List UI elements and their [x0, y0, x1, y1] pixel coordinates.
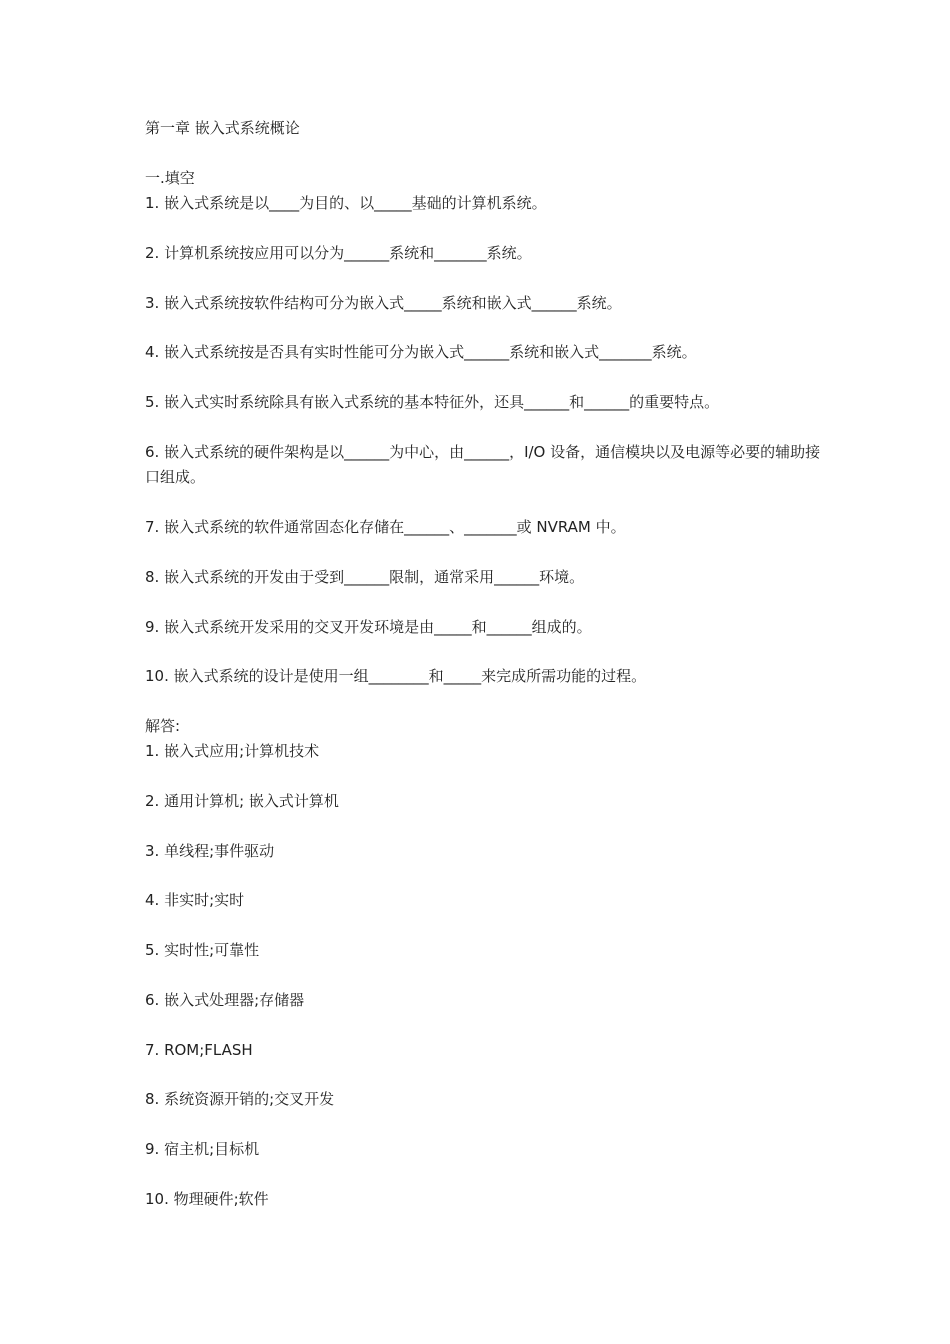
answer-item: 4. 非实时;实时: [145, 891, 245, 909]
answer-item: 7. ROM;FLASH: [145, 1041, 253, 1059]
question-item: 2. 计算机系统按应用可以分为______系统和_______系统。: [145, 244, 532, 262]
question-item: 10. 嵌入式系统的设计是使用一组________和_____来完成所需功能的过程。: [145, 667, 647, 685]
question-item: 1. 嵌入式系统是以____为目的、以_____基础的计算机系统。: [145, 194, 547, 212]
question-item: 4. 嵌入式系统按是否具有实时性能可分为嵌入式______系统和嵌入式_______系统。: [145, 343, 697, 361]
question-item: 3. 嵌入式系统按软件结构可分为嵌入式_____系统和嵌入式______系统。: [145, 294, 622, 312]
answer-item: 1. 嵌入式应用;计算机技术: [145, 742, 320, 760]
question-item: 6. 嵌入式系统的硬件架构是以______为中心，由______，I/O 设备，通信模块以及电源等必要的辅助接口组成。: [145, 443, 821, 486]
question-item: 9. 嵌入式系统开发采用的交叉开发环境是由_____和______组成的。: [145, 618, 592, 636]
question-item: 5. 嵌入式实时系统除具有嵌入式系统的基本特征外，还具______和______的重要特点。: [145, 393, 720, 411]
answer-item: 5. 实时性;可靠性: [145, 941, 260, 959]
section-heading-fill: 一.填空: [145, 169, 195, 187]
question-item: 7. 嵌入式系统的软件通常固态化存储在______、_______或 NVRAM 中。: [145, 518, 626, 536]
chapter-title: 第一章 嵌入式系统概论: [145, 119, 300, 137]
answer-item: 6. 嵌入式处理器;存储器: [145, 991, 305, 1009]
answer-item: 3. 单线程;事件驱动: [145, 842, 275, 860]
answer-item: 2. 通用计算机; 嵌入式计算机: [145, 792, 339, 810]
answer-item: 10. 物理硬件;软件: [145, 1190, 269, 1208]
answer-item: 8. 系统资源开销的;交叉开发: [145, 1090, 335, 1108]
answers-heading: 解答:: [145, 717, 181, 735]
question-item: 8. 嵌入式系统的开发由于受到______限制，通常采用______环境。: [145, 568, 585, 586]
answer-item: 9. 宿主机;目标机: [145, 1140, 260, 1158]
